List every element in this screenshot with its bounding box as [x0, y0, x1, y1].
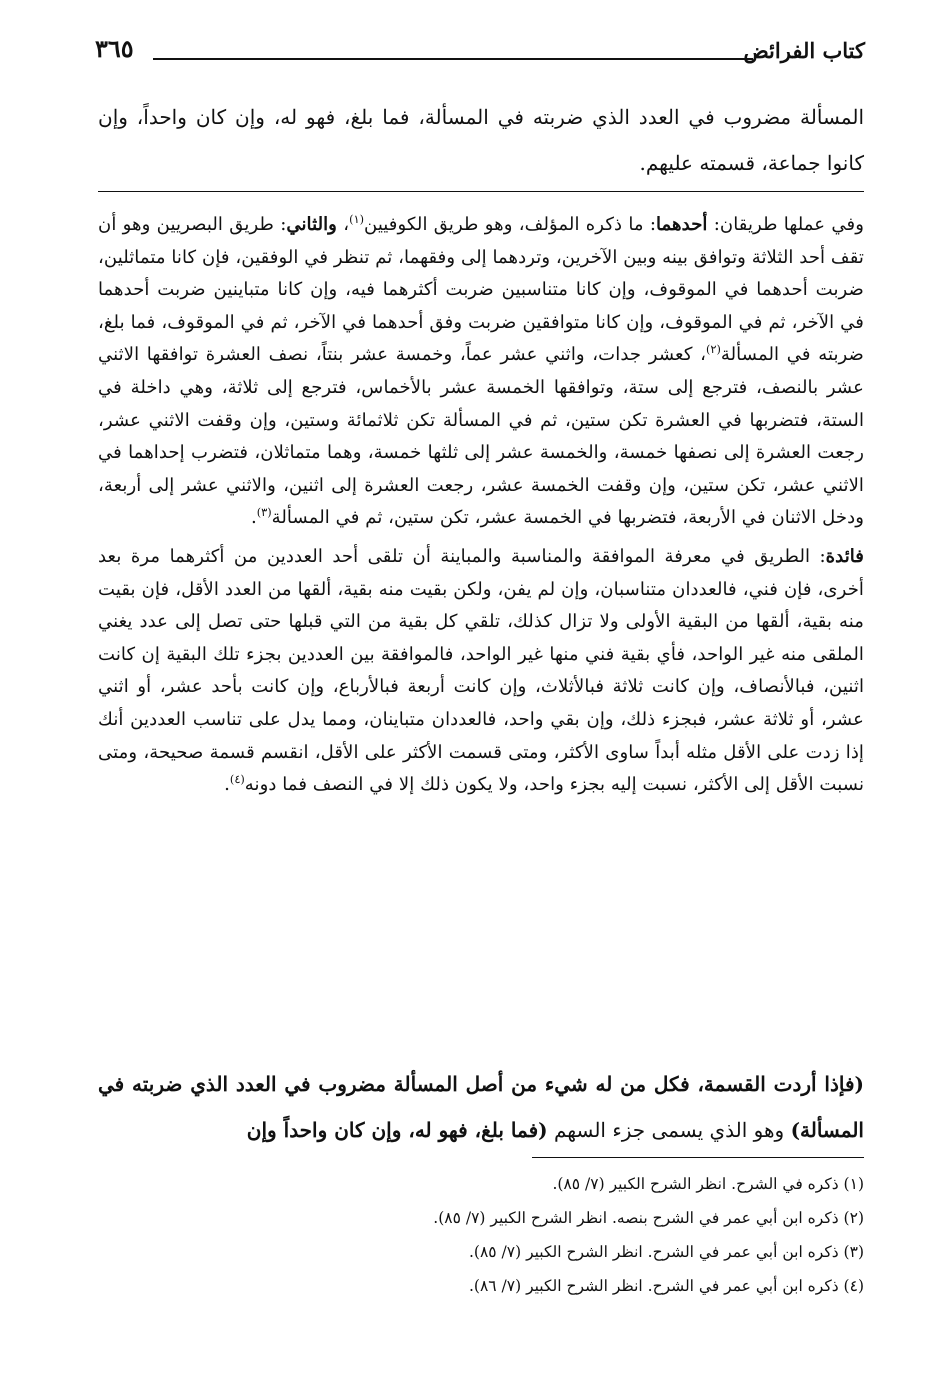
- para1-second-label: والثاني: [286, 214, 337, 235]
- footnote-separator: [532, 1157, 864, 1158]
- book-title: كتاب الفرائض: [743, 38, 865, 63]
- section-separator: [98, 191, 864, 192]
- footnote-1: (١) ذكره في الشرح. انظر الشرح الكبير (٧/ ٨٥).: [552, 1175, 864, 1193]
- footnote-ref-2: (٢): [706, 343, 721, 357]
- main-text: [98, 94, 864, 186]
- para1-intro: وفي عملها طريقان:: [707, 214, 864, 235]
- footnote-4: (٤) ذكره ابن أبي عمر في الشرح. انظر الشرح الكبير (٧/ ٨٦).: [468, 1277, 864, 1295]
- bottom-middle: وهو الذي يسمى جزء السهم: [547, 1118, 791, 1142]
- para1-end: .: [250, 507, 257, 529]
- footnotes: [98, 1167, 864, 1303]
- commentary-paragraph-1: [98, 209, 864, 535]
- para1-first-text: : ما ذكره المؤلف، وهو طريق الكوفيين: [363, 214, 656, 235]
- header-rule: [153, 58, 753, 60]
- page-number: ٣٦٥: [95, 34, 134, 63]
- para1-sep: ،: [336, 214, 350, 235]
- commentary-paragraph-2: [98, 541, 864, 802]
- main-text-line-2: واحداً، وإن كانوا جماعة، قسمته عليهم.: [98, 105, 864, 175]
- para1-first-label: أحدهما: [656, 214, 708, 235]
- bottom-part-2: (فما بلغ، فهو له، وإن كان واحداً وإن: [246, 1118, 548, 1142]
- para2-label: فائدة: [825, 545, 864, 567]
- main-text-continued: [98, 1061, 864, 1153]
- footnote-3: (٣) ذكره ابن أبي عمر في الشرح. انظر الشرح الكبير (٧/ ٨٥).: [468, 1243, 864, 1261]
- footnote-ref-1: (١): [349, 212, 364, 226]
- footnote-ref-3: (٣): [256, 506, 272, 520]
- bottom-part-1: (فإذا أردت القسمة، فكل من له شيء من أصل المسألة مضروب في العدد الذي ضربته في المسألة): [98, 1072, 864, 1142]
- page-header: [95, 34, 865, 74]
- commentary: [98, 209, 864, 802]
- para1-body-2: ، كعشر جدات، واثني عشر عماً، وخمسة عشر بنتاً، نصف العشرة توافقها الاثني عشر بالنصف، فترجع إلى ستة، وتوافقها الخمسة عشر بالأخماس، فترجع إلى ثلاثة، وهي داخلة في الستة، فتضربها في العشرة تكن ستين، ثم في المسألة تكن ثلاثمائة وستين، وإن وقفت الاثني عشر، رجعت العشرة إلى نصفها خمسة، والخمسة عشر إلى ثلثها خمسة، وهما متماثلان، فتضرب إحداهما في الاثني عشر، تكن ستين، وإن وقفت الخمسة عشر، رجعت العشرة إلى اثنين، والاثني عشر إلى أربعة، ودخل الاثنان في الأربعة، فتضربها في الخمسة عشر، تكن ستين، ثم في المسألة: [98, 344, 864, 529]
- footnote-2: (٢) ذكره ابن أبي عمر في الشرح بنصه. انظر الشرح الكبير (٧/ ٨٥).: [433, 1209, 864, 1227]
- main-text-line-1: المسألة مضروب في العدد الذي ضربته في المسألة، فما بلغ، فهو له، وإن كان: [195, 105, 865, 129]
- footnote-ref-4: (٤): [229, 773, 245, 787]
- para2-body: : الطريق في معرفة الموافقة والمناسبة والمباينة أن تلقى أحد العددين من أكثرهما مرة بعد أخرى، فإن فني، فالعددان متناسبان، وإن لم يفن، ولكن بقيت منه بقية، ألقها من العدد الأقل، فإن بقيت منه بقية، ألقها من البقية الأولى ولا تزال كذلك، تلقي كل بقية من التي قبلها حتى تصل إلى عدد يغني الملقى منه غير الواحد، فأي بقية فني منها غير الواحد، فالموافقة بين العددين بجزء تلك البقية إن كانت اثنين، فبالأنصاف، وإن كانت ثلاثة فبالأثلاث، وإن كانت أربعة فبالأرباع، وإن كانت بأحد عشر، أو اثني عشر، أو ثلاثة عشر، فبجزء ذلك، وإن بقي واحد، فالعددان متباينان، ومما يدل على تناسب العددين أنك إذا زدت على الأقل مثله أبداً ساوى الأكثر، ومتى قسمت الأكثر على الأقل، انقسم قسمة صحيحة، ومتى نسبت الأقل إلى الأكثر، نسبت إليه بجزء واحد، ولا يكون ذلك إلا في النصف فما دونه: [98, 545, 864, 796]
- para1-body-1: : طريق البصريين وهو أن تقف أحد الثلاثة وتوافق بينه وبين الآخرين، وتردهما إلى وفقهما، ثم تنظر في الوفقين، فإن كانا متماثلين، ضربت أحدهما في الموقوف، وإن كانا متناسبين ضربت أكثرهما فيه، وإن كانا متباينين ضربت أحدهما في الآخر، ثم في الموقوف، وإن كانا متوافقين ضربت وفق أحدهما في الآخر، ثم في الموقوف، فما بلغ، ضربته في المسألة: [98, 214, 864, 366]
- para2-end: .: [224, 774, 230, 796]
